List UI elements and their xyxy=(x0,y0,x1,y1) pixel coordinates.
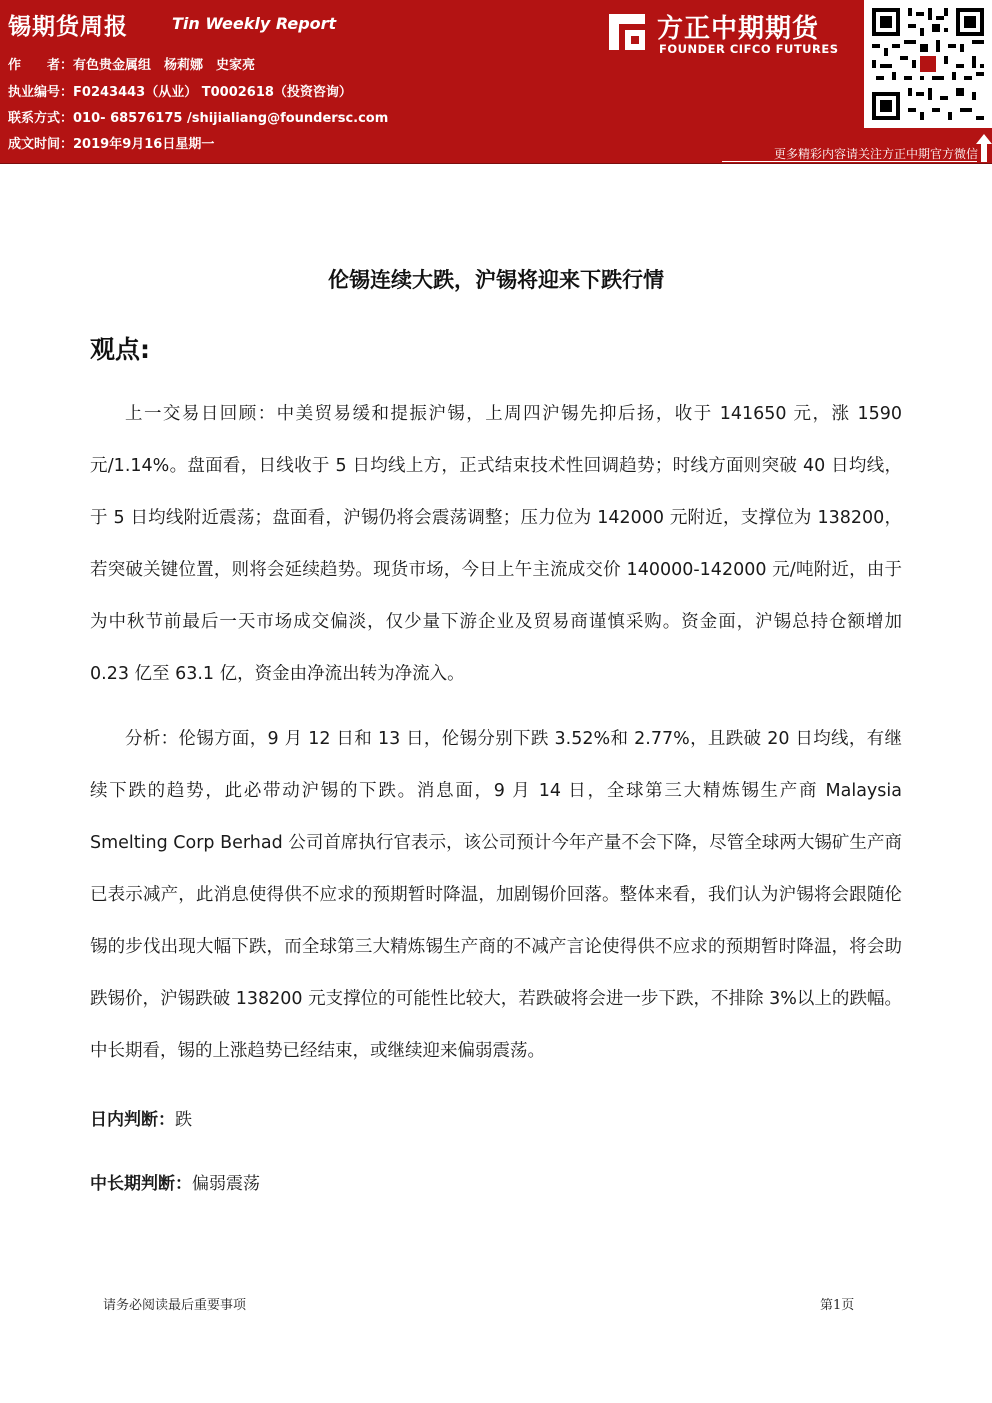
authors: 有色贵金属组 杨莉娜 史家亮 xyxy=(73,58,256,73)
date-label: 成文时间： xyxy=(8,137,74,152)
report-title-en: Tin Weekly Report xyxy=(172,14,337,33)
intraday-judgment xyxy=(90,1105,192,1130)
page-number: 第1页 xyxy=(820,1298,855,1313)
intraday-label: 日内判断： xyxy=(90,1110,175,1130)
license-label: 执业编号： xyxy=(8,85,74,100)
document-title: 伦锡连续大跌，沪锡将迎来下跌行情 xyxy=(328,268,664,292)
header-divider xyxy=(0,163,992,174)
founder-logo xyxy=(605,8,853,60)
report-title-cn: 锡期货周报 xyxy=(8,14,128,40)
longterm-label: 中长期判断： xyxy=(90,1174,192,1194)
follow-wechat-text: 更多精彩内容请关注方正中期官方微信 xyxy=(773,147,978,161)
contact-info[interactable]: 010- 68576175 /shijialiang@foundersc.com xyxy=(73,111,389,126)
paragraph-review: 上一交易日回顾：中美贸易缓和提振沪锡，上周四沪锡先抑后扬，收于 141650 元，涨 1590 元/1.14%。盘面看，日线收于 5 日均线上方，正式结束技术性回调趋势；时线方面则突破 40 日均线，于 5 日均线附近震荡；盘面看，沪锡仍将会震荡调整；压力位为 142000 元附近，支撑位为 138200，若突破关键位置，则将会延续趋势。现货市场，今日上午主流成交价 140000-142000 元/吨附近，由于为中秋节前最后一天市场成交偏淡，仅少量下游企业及贸易商谨慎采购。资金面，沪锡总持仓额增加 0.23 亿至 63.1 亿，资金由净流出转为净流入。 xyxy=(90,404,902,684)
report-header xyxy=(0,0,992,163)
contact-line xyxy=(8,107,398,126)
license-line xyxy=(8,81,362,100)
date-line xyxy=(8,133,224,152)
longterm-value: 偏弱震荡 xyxy=(192,1174,260,1194)
author-line xyxy=(8,54,265,73)
license-number: F0243443（从业） T0002618（投资咨询） xyxy=(73,85,352,100)
qr-code-icon xyxy=(864,0,992,128)
follow-underline xyxy=(722,161,977,162)
contact-label: 联系方式： xyxy=(8,111,74,126)
logo-text-en: FOUNDER CIFCO FUTURES xyxy=(659,42,839,56)
footer-notice: 请务必阅读最后重要事项 xyxy=(103,1298,247,1313)
section-heading: 观点: xyxy=(90,335,150,364)
report-date: 2019年9月16日星期一 xyxy=(73,137,215,152)
founder-logo-icon xyxy=(605,10,649,54)
logo-text-cn: 方正中期期货 xyxy=(657,14,820,44)
paragraph-analysis: 分析：伦锡方面，9 月 12 日和 13 日，伦锡分别下跌 3.52%和 2.77%，且跌破 20 日均线，有继续下跌的趋势，此必带动沪锡的下跌。消息面，9 月 14 日，全球第三大精炼锡生产商 Malaysia Smelting Corp Berhad 公司首席执行官表示，该公司预计今年产量不会下降，尽管全球两大锡矿生产商已表示减产，此消息使得供不应求的预期暂时降温，加剧锡价回落。整体来看，我们认为沪锡将会跟随伦锡的步伐出现大幅下跌，而全球第三大精炼锡生产商的不减产言论使得供不应求的预期暂时降温，将会助跌锡价，沪锡跌破 138200 元支撑位的可能性比较大，若跌破将会进一步下跌，不排除 3%以上的跌幅。中长期看，锡的上涨趋势已经结束，或继续迎来偏弱震荡。 xyxy=(90,729,902,1061)
longterm-judgment xyxy=(90,1169,260,1194)
arrow-up-icon xyxy=(976,134,992,162)
author-label: 作 者： xyxy=(8,58,74,73)
intraday-value: 跌 xyxy=(175,1110,192,1130)
